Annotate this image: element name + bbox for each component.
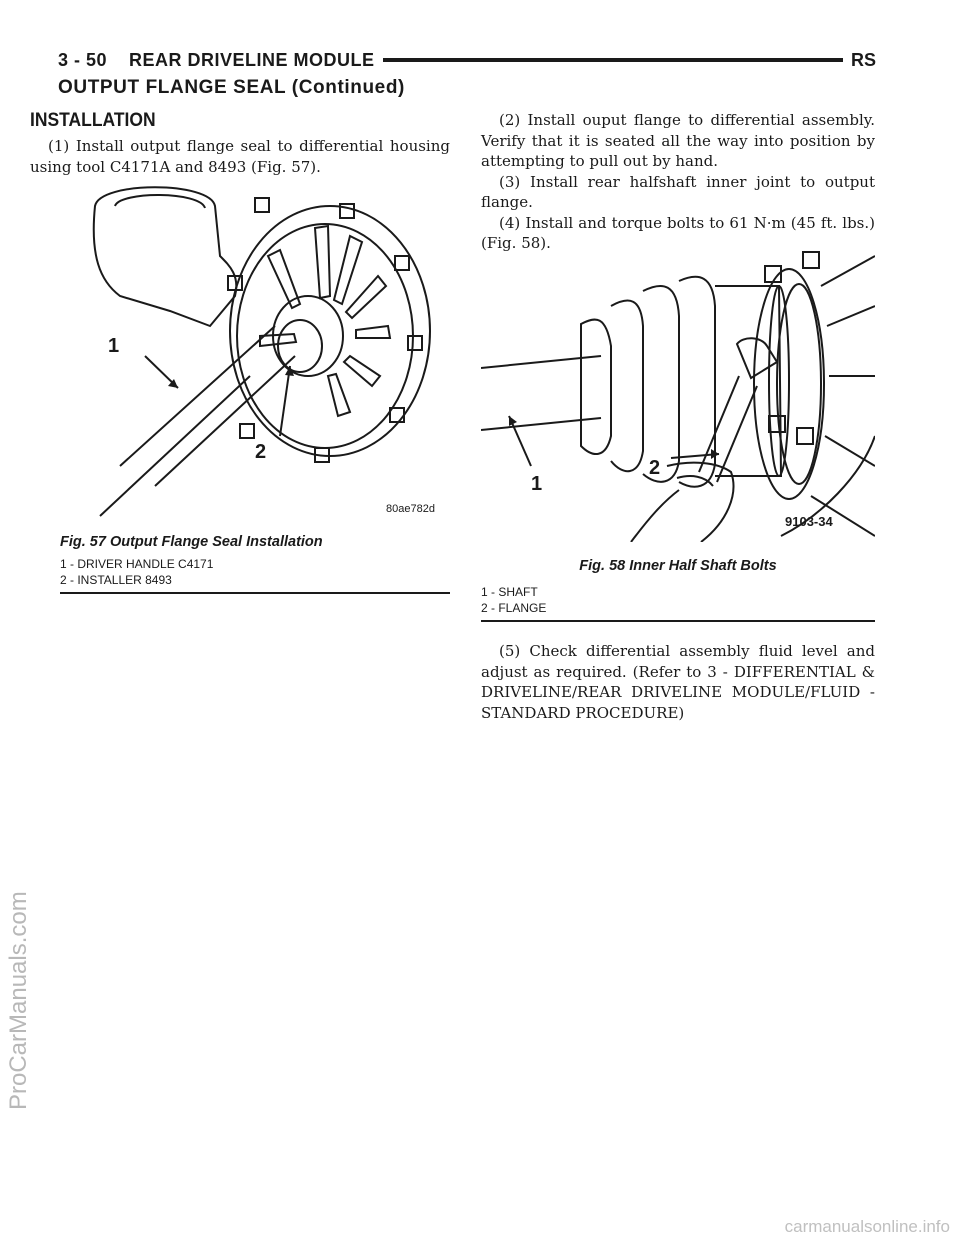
bottom-watermark: carmanualsonline.info [784, 1217, 950, 1236]
header-code: RS [850, 49, 876, 70]
left-column-text [30, 136, 450, 177]
side-watermark: ProCarManuals.com [5, 891, 32, 1110]
figure-58 [481, 246, 875, 622]
step-5-paragraph: (5) Check differential assembly fluid level and adjust as required. (Refer to 3 - DIFFERENTIAL & DRIVELINE/REAR DRIVELINE MODULE/FLUID - STANDARD PROCEDURE) [481, 642, 875, 722]
legend-item-2: 2 - INSTALLER 8493 [60, 573, 172, 587]
header-module-name: REAR DRIVELINE MODULE [129, 49, 375, 70]
callout-2-label: 2 [649, 457, 661, 479]
section-title: INSTALLATION [30, 110, 156, 131]
header-rule [383, 58, 843, 62]
output-flange-seal-illustration [60, 186, 450, 526]
step-2-paragraph: (2) Install ouput flange to differential assembly. Verify that it is seated all the way into position by attempting to pull out by hand. [481, 111, 875, 170]
inner-half-shaft-bolts-illustration [481, 246, 875, 542]
continued-title: OUTPUT FLANGE SEAL (Continued) [58, 77, 405, 98]
image-code: 80ae782d [386, 503, 435, 515]
figure-58-caption: Fig. 58 Inner Half Shaft Bolts [579, 558, 777, 574]
legend-item-1: 1 - SHAFT [481, 585, 538, 599]
image-code: 9103-34 [785, 514, 833, 529]
right-column-text [481, 110, 875, 254]
page-header [58, 48, 876, 72]
figure-57-legend [60, 556, 450, 588]
step-1-paragraph: (1) Install output flange seal to differential housing using tool C4171A and 8493 (Fig. 57). [30, 137, 450, 176]
callout-1-label: 1 [531, 473, 543, 495]
header-page-ref: 3 - 50 [58, 49, 108, 70]
legend-item-1: 1 - DRIVER HANDLE C4171 [60, 557, 214, 571]
figure-58-rule [481, 620, 875, 622]
figure-57-caption: Fig. 57 Output Flange Seal Installation [60, 534, 323, 550]
legend-item-2: 2 - FLANGE [481, 601, 547, 615]
callout-1-label: 1 [108, 335, 120, 357]
step-4-paragraph: (4) Install and torque bolts to 61 N·m (45 ft. lbs.) (Fig. 58). [481, 213, 875, 252]
right-column-text-continued [481, 641, 875, 723]
figure-57 [60, 186, 450, 594]
figure-57-rule [60, 592, 450, 594]
step-3-paragraph: (3) Install rear halfshaft inner joint to output flange. [481, 172, 875, 211]
figure-58-legend [481, 584, 875, 616]
callout-2-label: 2 [255, 441, 267, 463]
